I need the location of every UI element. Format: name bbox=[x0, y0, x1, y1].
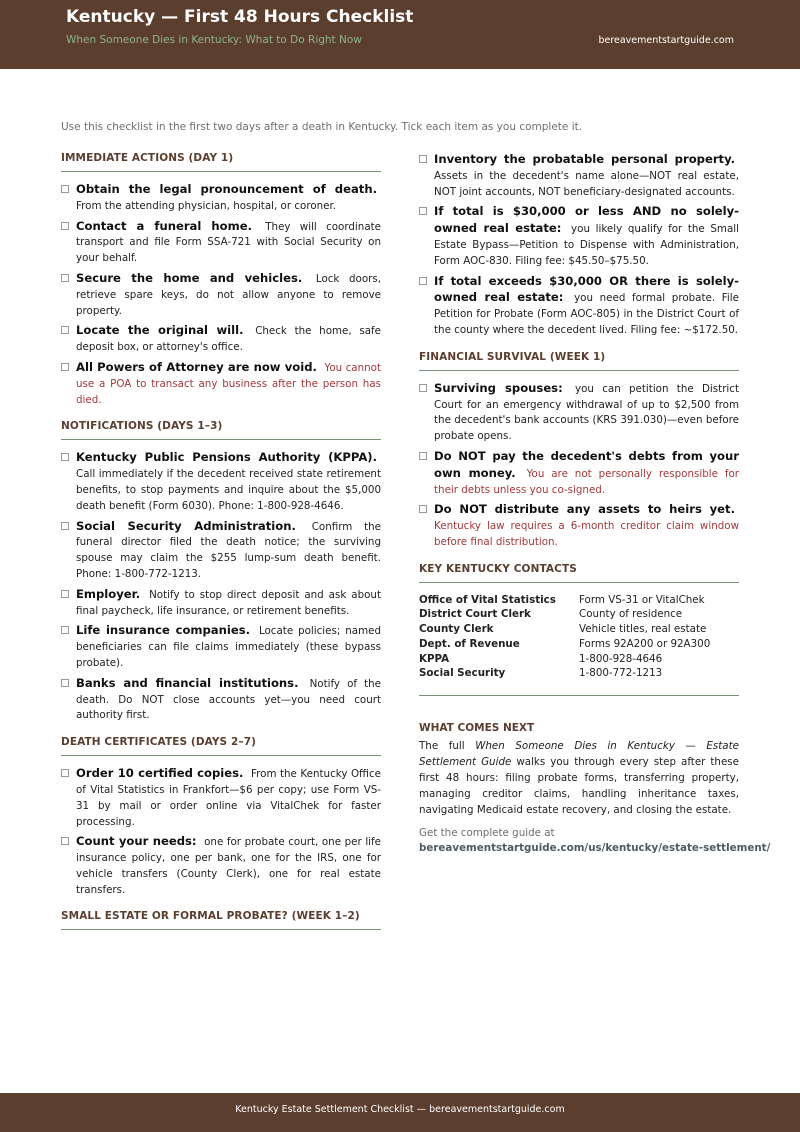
item-text: Confirm the funeral director filed the death notice; the surviving spouse may claim the $255 lump-sum death benefit. Phone: 1-800-772-1213. bbox=[76, 520, 382, 580]
item-lead: Order 10 certified copies. bbox=[76, 766, 244, 781]
checkbox[interactable] bbox=[61, 626, 69, 634]
item-text: you can petition the District Court for an emergency withdrawal of up to $2,500 from the decedent's bank accounts (KRS 391.030)—even before probate opens. bbox=[434, 382, 739, 443]
contact-value: Form VS-31 or VitalChek bbox=[579, 593, 705, 606]
page-subtitle: When Someone Dies in Kentucky: What to Do Right Now bbox=[66, 34, 362, 46]
contact-value: Forms 92A200 or 92A300 bbox=[579, 637, 711, 650]
item-text: Call immediately if the decedent received state retirement benefits, to stop payments and inquire about the $5,000 death benefit (Form 6030). Phone: 1-800-928-4646. bbox=[76, 468, 381, 512]
item-lead: Banks and financial institutions. bbox=[76, 675, 299, 690]
checklist-item bbox=[419, 502, 739, 550]
item-warning: You are not personally responsible for their debts unless you co-signed. bbox=[434, 467, 740, 496]
section-heading-next: WHAT COMES NEXT bbox=[419, 721, 535, 734]
contact-row bbox=[419, 637, 739, 652]
item-lead: Social Security Administration. bbox=[76, 518, 296, 533]
checklist-item bbox=[419, 449, 739, 498]
checkbox[interactable] bbox=[61, 522, 69, 530]
intro-text: Use this checklist in the first two days after a death in Kentucky. Tick each item as you complete it. bbox=[61, 121, 583, 133]
checklist-item bbox=[419, 204, 739, 269]
checkbox[interactable] bbox=[61, 679, 69, 687]
contact-row bbox=[419, 622, 739, 637]
checklist-item bbox=[61, 834, 381, 898]
checkbox[interactable] bbox=[61, 185, 69, 193]
contact-value: 1-800-772-1213 bbox=[579, 667, 663, 680]
section-divider bbox=[419, 695, 739, 696]
guide-link[interactable]: bereavementstartguide.com/us/kentucky/estate-settlement/ bbox=[419, 841, 771, 854]
section-heading-financial: FINANCIAL SURVIVAL (WEEK 1) bbox=[419, 351, 739, 371]
checkbox[interactable] bbox=[419, 452, 427, 460]
contact-value: County of residence bbox=[579, 608, 683, 621]
checkbox[interactable] bbox=[61, 274, 69, 282]
section-heading-certificates: DEATH CERTIFICATES (DAYS 2–7) bbox=[61, 736, 381, 756]
contact-row bbox=[419, 607, 739, 622]
checklist-notifications bbox=[61, 450, 381, 724]
item-lead: Employer. bbox=[76, 586, 141, 601]
checklist-item bbox=[61, 323, 381, 356]
item-lead: Surviving spouses: bbox=[434, 380, 563, 395]
item-lead: All Powers of Attorney are now void. bbox=[76, 359, 317, 374]
checklist-item bbox=[419, 274, 739, 339]
item-lead: Kentucky Public Pensions Authority (KPPA). bbox=[76, 450, 377, 465]
checklist-item bbox=[61, 623, 381, 671]
item-lead: Life insurance companies. bbox=[76, 623, 251, 638]
section-heading-contacts: KEY KENTUCKY CONTACTS bbox=[419, 563, 739, 583]
checkbox[interactable] bbox=[419, 384, 427, 392]
item-text: From the Kentucky Office of Vital Statistics in Frankfort—$6 per copy; use Form VS-31 by mail or order online via VitalChek for faster processing. bbox=[76, 768, 381, 828]
next-body: walks you through every step after these first 48 hours: filing probate forms, transferring property, managing creditor claims, handling inheritance taxes, navigating Medicaid estate recovery, and closing the estate. bbox=[419, 755, 739, 816]
item-text: Notify of the death. Do NOT close accounts yet—you need court authority first. bbox=[76, 677, 382, 722]
contact-row bbox=[419, 666, 739, 681]
page-title: Kentucky — First 48 Hours Checklist bbox=[66, 7, 414, 27]
item-text: Notify to stop direct deposit and ask about final paycheck, life insurance, or retirement benefits. bbox=[76, 588, 381, 617]
contacts-table bbox=[419, 593, 739, 681]
left-column bbox=[61, 152, 381, 940]
checklist-certificates bbox=[61, 766, 381, 898]
contact-row bbox=[419, 652, 739, 667]
contact-name: County Clerk bbox=[419, 623, 494, 636]
checkbox[interactable] bbox=[419, 155, 427, 163]
section-heading-notifications: NOTIFICATIONS (DAYS 1–3) bbox=[61, 420, 381, 440]
checklist-item bbox=[61, 676, 381, 724]
contact-name: District Court Clerk bbox=[419, 608, 531, 621]
item-lead: Count your needs: bbox=[76, 834, 197, 849]
contact-value: Vehicle titles, real estate bbox=[579, 623, 707, 636]
checkbox[interactable] bbox=[419, 277, 427, 285]
guide-link-label: Get the complete guide at bbox=[419, 826, 555, 839]
checklist-item bbox=[61, 360, 381, 408]
checklist-small-estate bbox=[419, 152, 739, 339]
contact-row bbox=[419, 593, 739, 608]
checklist-item bbox=[419, 152, 739, 200]
item-text: Assets in the decedent's name alone—NOT real estate, NOT joint accounts, NOT beneficiary-designated accounts. bbox=[434, 169, 739, 198]
item-text: Locate policies; named beneficiaries can file claims immediately (these bypass probate). bbox=[76, 625, 381, 669]
item-lead: Do NOT pay the decedent's debts from your own money. bbox=[434, 448, 739, 480]
checklist-item bbox=[61, 766, 381, 830]
item-lead: Contact a funeral home. bbox=[76, 218, 252, 233]
checkbox[interactable] bbox=[61, 222, 69, 230]
item-lead: If total is $30,000 or less AND no solely-owned real estate: bbox=[434, 204, 739, 236]
checkbox[interactable] bbox=[61, 769, 69, 777]
checkbox[interactable] bbox=[61, 837, 69, 845]
checkbox[interactable] bbox=[61, 453, 69, 461]
checklist-financial bbox=[419, 381, 739, 551]
checkbox[interactable] bbox=[61, 326, 69, 334]
site-name: bereavementstartguide.com bbox=[598, 35, 734, 46]
page-header bbox=[0, 0, 800, 69]
item-lead: Do NOT distribute any assets to heirs yet. bbox=[434, 502, 735, 517]
checkbox[interactable] bbox=[61, 363, 69, 371]
checkbox[interactable] bbox=[419, 505, 427, 513]
checkbox[interactable] bbox=[61, 590, 69, 598]
next-paragraph bbox=[419, 738, 739, 818]
item-text: one for probate court, one per life insurance policy, one per bank, one for the IRS, one for vehicle transfers (County Clerk), one for real estate transfers. bbox=[76, 836, 381, 896]
checklist-item bbox=[61, 182, 381, 215]
item-text: you likely qualify for the Small Estate Bypass—Petition to Dispense with Administration, Form AOC-830. Filing fee: $45.50–$75.50. bbox=[434, 223, 739, 267]
checkbox[interactable] bbox=[419, 207, 427, 215]
checklist-item bbox=[61, 519, 381, 583]
item-text: From the attending physician, hospital, or coroner. bbox=[76, 199, 337, 212]
item-lead: Locate the original will. bbox=[76, 323, 244, 338]
item-text: Check the home, safe deposit box, or attorney's office. bbox=[76, 325, 381, 354]
checklist-item bbox=[61, 587, 381, 620]
contact-name: Office of Vital Statistics bbox=[419, 593, 556, 606]
item-text: you need formal probate. File Petition for Probate (Form AOC-805) in the District Court of the county where the decedent lived. Filing fee: ~$172.50. bbox=[434, 292, 739, 336]
checklist-immediate bbox=[61, 182, 381, 408]
next-intro: The full bbox=[419, 739, 465, 752]
section-heading-immediate: IMMEDIATE ACTIONS (DAY 1) bbox=[61, 152, 381, 172]
item-text: They will coordinate transport and file Form SSA-721 with Social Security on your behalf. bbox=[76, 220, 381, 265]
checklist-item bbox=[61, 271, 381, 319]
section-heading-small-estate: SMALL ESTATE OR FORMAL PROBATE? (WEEK 1–2) bbox=[61, 910, 381, 930]
item-warning: You cannot use a POA to transact any business after the person has died. bbox=[76, 361, 382, 406]
checklist-item bbox=[61, 219, 381, 267]
item-lead: If total exceeds $30,000 OR there is solely-owned real estate: bbox=[434, 273, 739, 305]
contact-name: Social Security bbox=[419, 667, 506, 680]
item-warning: Kentucky law requires a 6-month creditor claim window before final distribution. bbox=[434, 520, 739, 548]
page-footer: Kentucky Estate Settlement Checklist — bereavementstartguide.com bbox=[0, 1093, 800, 1132]
guide-title: When Someone Dies in Kentucky — Estate Settlement Guide bbox=[419, 739, 739, 768]
right-column bbox=[419, 152, 771, 856]
contact-name: KPPA bbox=[419, 652, 450, 665]
item-text: Lock doors, retrieve spare keys, do not allow anyone to remove property. bbox=[76, 272, 381, 317]
checklist-item bbox=[61, 450, 381, 514]
item-lead: Inventory the probatable personal property. bbox=[434, 152, 735, 166]
checklist-item bbox=[419, 381, 739, 445]
contact-value: 1-800-928-4646 bbox=[579, 652, 663, 665]
contact-name: Dept. of Revenue bbox=[419, 637, 520, 650]
item-lead: Secure the home and vehicles. bbox=[76, 270, 303, 285]
item-lead: Obtain the legal pronouncement of death. bbox=[76, 182, 377, 196]
